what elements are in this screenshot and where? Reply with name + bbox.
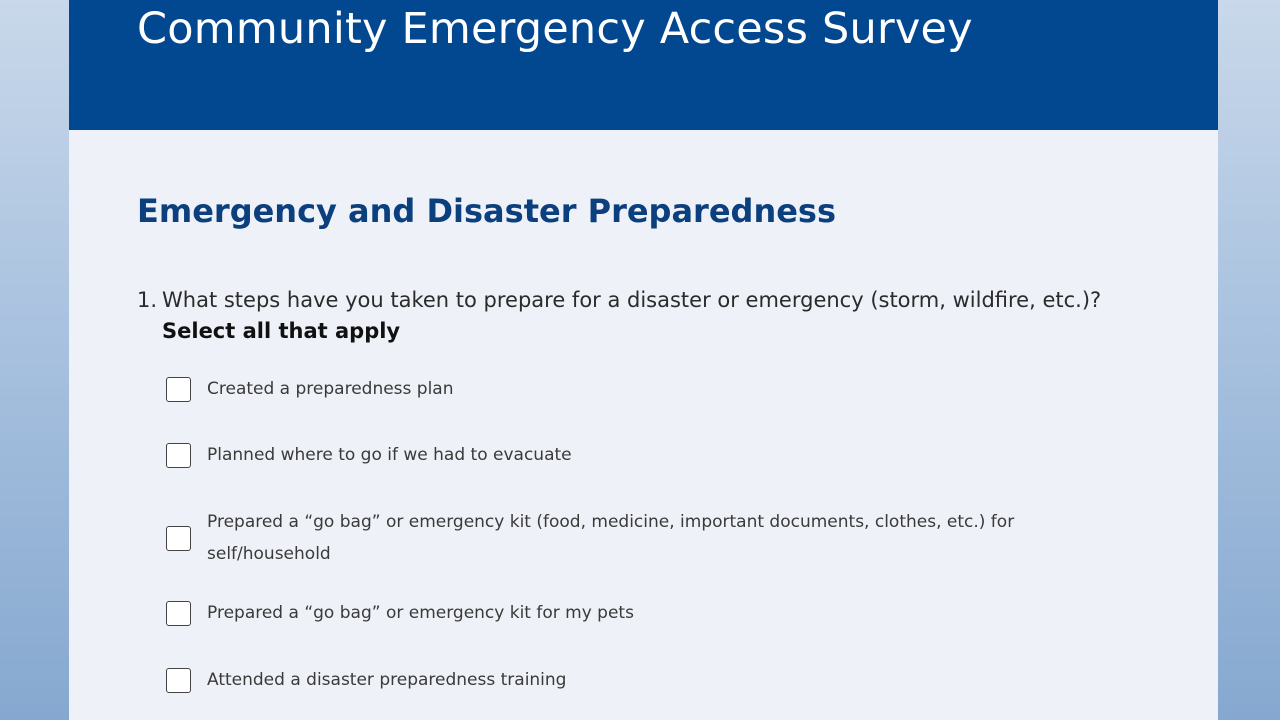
survey-form (69, 0, 1218, 720)
checkbox-evacuation-plan[interactable] (166, 443, 191, 468)
header-banner (69, 0, 1218, 130)
question-number: 1. (137, 288, 158, 312)
question-prompt: What steps have you taken to prepare for a disaster or emergency (storm, wildfire, etc.)? (162, 288, 1102, 312)
option-label: Attended a disaster preparedness training (207, 670, 567, 690)
option-preparedness-plan[interactable] (166, 373, 1046, 405)
checkbox-household-go-bag[interactable] (166, 526, 191, 551)
option-preparedness-training[interactable] (166, 664, 1046, 696)
option-household-go-bag[interactable] (166, 506, 1046, 570)
checkbox-pet-go-bag[interactable] (166, 601, 191, 626)
option-pet-go-bag[interactable] (166, 597, 1046, 629)
question-instruction: Select all that apply (162, 319, 401, 343)
checkbox-preparedness-training[interactable] (166, 668, 191, 693)
option-label: Planned where to go if we had to evacuate (207, 445, 572, 465)
question-text (162, 285, 1147, 347)
section-title: Emergency and Disaster Preparedness (137, 192, 837, 230)
checkbox-preparedness-plan[interactable] (166, 377, 191, 402)
option-label: Prepared a “go bag” or emergency kit (food, medicine, important documents, clothes, etc.) for self/household (207, 512, 1015, 564)
option-label: Created a preparedness plan (207, 379, 454, 399)
option-evacuation-plan[interactable] (166, 439, 1046, 471)
question-1 (137, 285, 1147, 347)
option-label: Prepared a “go bag” or emergency kit for my pets (207, 603, 634, 623)
survey-title: Community Emergency Access Survey (137, 4, 973, 54)
